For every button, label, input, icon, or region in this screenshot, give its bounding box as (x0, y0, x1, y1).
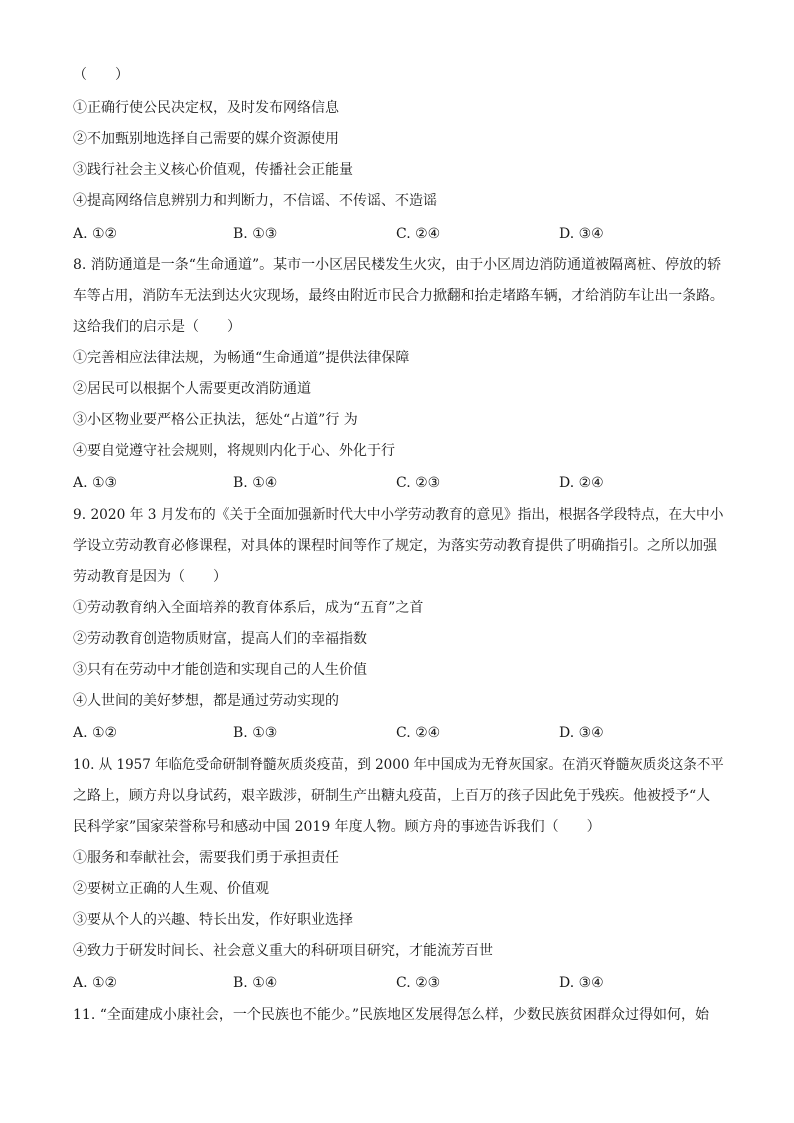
q7-stem-tail: （ ） (73, 67, 129, 83)
q10-statement-2: ②要树立正确的人生观、价值观 (73, 881, 269, 897)
q8-statement-4: ④要自觉遵守社会规则，将规则内化于心、外化于行 (73, 443, 395, 459)
q10-options (0, 974, 794, 992)
q10-stem-line-1: 10. 从 1957 年临危受命研制脊髓灰质炎疫苗，到 2000 年中国成为无脊灰国家。在消灭脊髓灰质炎这条不平 (73, 757, 724, 773)
q10-statement-1: ①服务和奉献社会，需要我们勇于承担责任 (73, 850, 339, 866)
q10-stem-line-3: 民科学家”国家荣誉称号和感动中国 2019 年度人物。顾方舟的事迹告诉我们（ ） (73, 819, 601, 835)
q10-stem-line-2: 之路上，顾方舟以身试药，艰辛跋涉，研制生产出糖丸疫苗，上百万的孩子因此免于残疾。他被授予“人 (73, 788, 711, 804)
q7-option-b: B. ①③ (233, 226, 278, 242)
q7-option-c: C. ②④ (396, 226, 441, 242)
q10-option-a: A. ①② (73, 975, 118, 991)
q10-option-c: C. ②③ (396, 975, 441, 991)
q10-option-d: D. ③④ (559, 975, 604, 991)
q8-statement-1: ①完善相应法律法规，为畅通“生命通道”提供法律保障 (73, 350, 410, 366)
q8-stem-line-3: 这给我们的启示是（ ） (73, 319, 241, 335)
q8-option-a: A. ①③ (73, 475, 118, 491)
q9-options (0, 724, 794, 742)
q8-statement-2: ②居民可以根据个人需要更改消防通道 (73, 381, 311, 397)
q7-option-a: A. ①② (73, 226, 118, 242)
q8-stem-line-1: 8. 消防通道是一条“生命通道”。某市一小区居民楼发生火灾，由于小区周边消防通道被隔离桩、停放的轿 (73, 257, 722, 273)
q8-option-c: C. ②③ (396, 475, 441, 491)
q9-option-c: C. ②④ (396, 725, 441, 741)
q7-statement-1: ①正确行使公民决定权，及时发布网络信息 (73, 100, 339, 116)
q9-statement-1: ①劳动教育纳入全面培养的教育体系后，成为“五育”之首 (73, 600, 424, 616)
q9-option-d: D. ③④ (559, 725, 604, 741)
q10-statement-4: ④致力于研发时间长、社会意义重大的科研项目研究，才能流芳百世 (73, 943, 493, 959)
q8-statement-3: ③小区物业要严格公正执法，惩处“占道”行 为 (73, 412, 358, 428)
q7-statement-4: ④提高网络信息辨别力和判断力，不信谣、不传谣、不造谣 (73, 193, 437, 209)
q9-stem-line-1: 9. 2020 年 3 月发布的《关于全面加强新时代大中小学劳动教育的意见》指出，根据各学段特点，在大中小 (73, 507, 724, 523)
q9-stem-line-3: 劳动教育是因为（ ） (73, 569, 227, 585)
q9-statement-4: ④人世间的美好梦想，都是通过劳动实现的 (73, 693, 339, 709)
q10-statement-3: ③要从个人的兴趣、特长出发，作好职业选择 (73, 912, 353, 928)
q8-option-d: D. ②④ (559, 475, 604, 491)
q8-stem-line-2: 车等占用，消防车无法到达火灾现场，最终由附近市民合力掀翻和抬走堵路车辆，才给消防车让出一条路。 (73, 288, 724, 304)
q7-statement-3: ③践行社会主义核心价值观，传播社会正能量 (73, 162, 353, 178)
q9-stem-line-2: 学设立劳动教育必修课程，对具体的课程时间等作了规定，为落实劳动教育提供了明确指引。之所以加强 (73, 538, 717, 554)
q9-statement-3: ③只有在劳动中才能创造和实现自己的人生价值 (73, 662, 367, 678)
q9-statement-2: ②劳动教育创造物质财富，提高人们的幸福指数 (73, 631, 367, 647)
q7-statement-2: ②不加甄别地选择自己需要的媒介资源使用 (73, 131, 339, 147)
q7-options (0, 225, 794, 243)
q8-option-b: B. ①④ (233, 475, 278, 491)
q8-options (0, 474, 794, 492)
q10-option-b: B. ①④ (233, 975, 278, 991)
q7-option-d: D. ③④ (559, 226, 604, 242)
q11-stem-line-1: 11. “全面建成小康社会，一个民族也不能少。”民族地区发展得怎么样，少数民族贫困群众过得如何，始 (73, 1007, 710, 1023)
q9-option-a: A. ①② (73, 725, 118, 741)
q9-option-b: B. ①③ (233, 725, 278, 741)
